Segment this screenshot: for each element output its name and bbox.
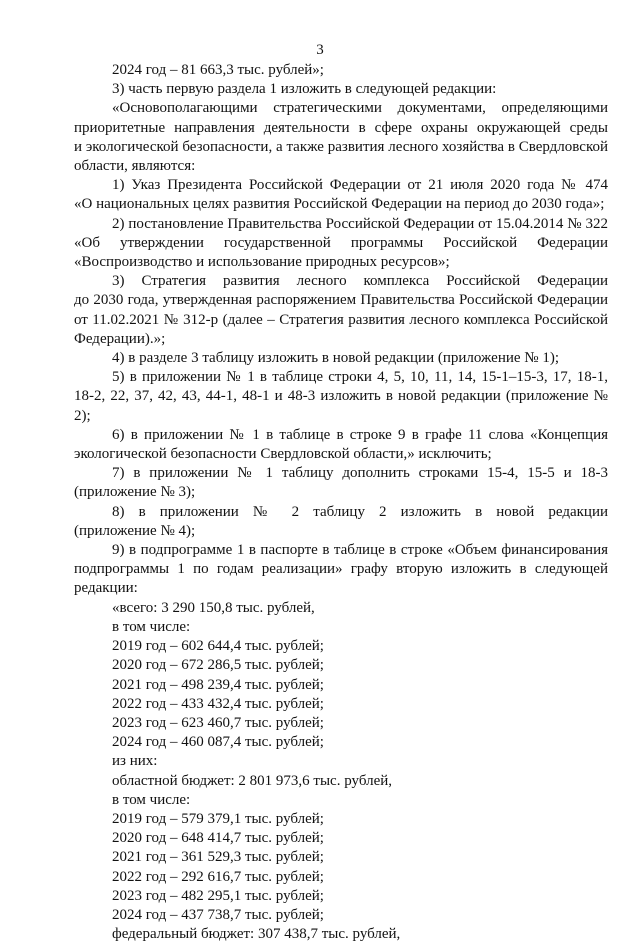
document-body bbox=[74, 61, 608, 944]
text-line: 2024 год – 460 087,4 тыс. рублей; bbox=[112, 734, 324, 751]
text-line: 2020 год – 672 286,5 тыс. рублей; bbox=[112, 657, 324, 674]
text-line: 7) в приложении № 1 таблицу дополнить строками 15-4, 15-5 и 18-3 bbox=[112, 465, 608, 482]
text-line: 3) часть первую раздела 1 изложить в следующей редакции: bbox=[112, 81, 497, 98]
text-line: 2024 год – 81 663,3 тыс. рублей»; bbox=[112, 62, 324, 78]
text-line: и экологической безопасности, а также развития лесного хозяйства в Свердловской bbox=[74, 138, 608, 155]
text-line: 6) в приложении № 1 в таблице в строке 9 в графе 11 слова «Концепция bbox=[112, 426, 608, 443]
text-line: «Об утверждении государственной программы Российской Федерации bbox=[74, 234, 608, 251]
text-line: 2022 год – 433 432,4 тыс. рублей; bbox=[112, 695, 324, 712]
text-line: «всего: 3 290 150,8 тыс. рублей, bbox=[112, 599, 315, 616]
text-line: 2023 год – 623 460,7 тыс. рублей; bbox=[112, 714, 324, 731]
text-line: федеральный бюджет: 307 438,7 тыс. рублей, bbox=[112, 926, 401, 943]
text-line: (приложение № 3); bbox=[74, 484, 196, 501]
text-line: «Основополагающими стратегическими документами, определяющими bbox=[112, 100, 608, 117]
text-line: областной бюджет: 2 801 973,6 тыс. рублей, bbox=[112, 772, 392, 789]
text-line: 18-2, 22, 37, 42, 43, 44-1, 48-1 и 48-3 изложить в новой редакции (приложение № 2); bbox=[74, 388, 608, 424]
text-line: редакции: bbox=[74, 580, 138, 597]
text-line: 9) в подпрограмме 1 в паспорте в таблице в строке «Объем финансирования bbox=[112, 542, 608, 559]
text-line: 2023 год – 482 295,1 тыс. рублей; bbox=[112, 887, 324, 904]
text-line: экологической безопасности Свердловской области,» исключить; bbox=[74, 446, 492, 463]
text-line: из них: bbox=[112, 753, 158, 770]
text-line: до 2030 года, утвержденная распоряжением Правительства Российской Федерации bbox=[74, 292, 608, 309]
text-line: 2021 год – 361 529,3 тыс. рублей; bbox=[112, 849, 324, 866]
text-line: 4) в разделе 3 таблицу изложить в новой редакции (приложение № 1); bbox=[112, 350, 560, 367]
text-line: в том числе: bbox=[112, 618, 191, 635]
text-line: «Воспроизводство и использование природных ресурсов»; bbox=[74, 254, 450, 271]
text-line: (приложение № 4); bbox=[74, 522, 196, 539]
text-line: области, являются: bbox=[74, 158, 196, 175]
text-line: 2024 год – 437 738,7 тыс. рублей; bbox=[112, 906, 324, 923]
text-line: 3) Стратегия развития лесного комплекса Российской Федерации bbox=[112, 273, 608, 290]
text-line: в том числе: bbox=[112, 791, 191, 808]
text-line: 1) Указ Президента Российской Федерации от 21 июля 2020 года № 474 bbox=[112, 177, 608, 194]
text-line: Федерации).»; bbox=[74, 330, 166, 347]
text-line: «О национальных целях развития Российской Федерации на период до 2030 года»; bbox=[74, 196, 605, 213]
text-line: 5) в приложении № 1 в таблице строки 4, 5, 10, 11, 14, 15-1–15-3, 17, 18-1, bbox=[112, 369, 608, 386]
text-line: 8) в приложении № 2 таблицу 2 изложить в новой редакции bbox=[112, 503, 608, 520]
text-line: приоритетные направления деятельности в сфере охраны окружающей среды bbox=[74, 119, 608, 136]
text-line: 2019 год – 602 644,4 тыс. рублей; bbox=[112, 638, 324, 655]
text-line: 2022 год – 292 616,7 тыс. рублей; bbox=[112, 868, 324, 885]
text-line: 2) постановление Правительства Российской Федерации от 15.04.2014 № 322 bbox=[112, 215, 608, 232]
text-line: подпрограммы 1 по годам реализации» графу вторую изложить в следующей bbox=[74, 561, 608, 578]
page-number: 3 bbox=[316, 42, 324, 58]
text-line: 2021 год – 498 239,4 тыс. рублей; bbox=[112, 676, 324, 693]
text-line: 2019 год – 579 379,1 тыс. рублей; bbox=[112, 810, 324, 827]
text-line: 2020 год – 648 414,7 тыс. рублей; bbox=[112, 830, 324, 847]
text-line: от 11.02.2021 № 312-р (далее – Стратегия развития лесного комплекса Российской bbox=[74, 311, 608, 328]
